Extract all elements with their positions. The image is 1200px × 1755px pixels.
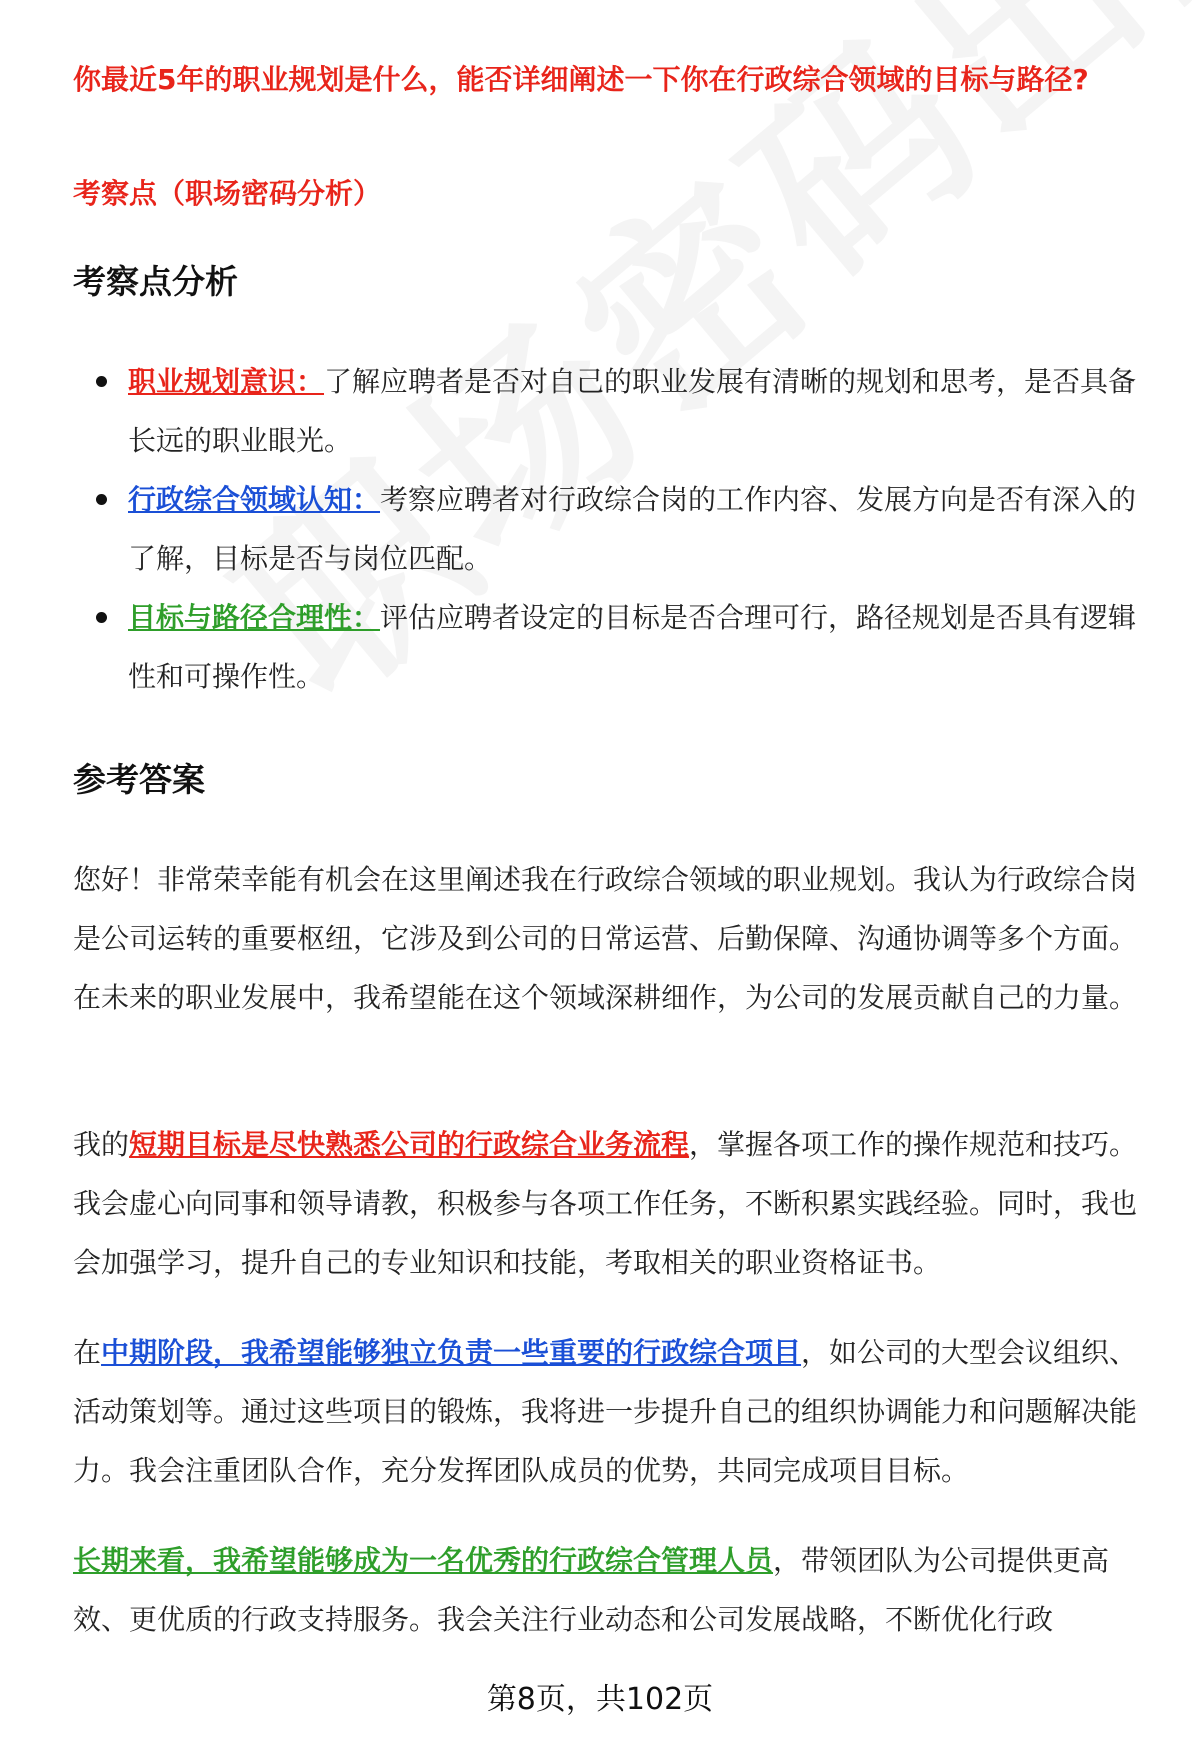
analysis-keyword: 职业规划意识： <box>128 365 325 398</box>
analysis-keyword: 目标与路径合理性： <box>128 601 381 634</box>
bullet-icon <box>96 494 107 505</box>
answer-paragraph-mid-term <box>73 1323 1148 1500</box>
analysis-text: 了解应聘者是否对自己的职业发展有清晰的规划和思考，是否具备长远的职业眼光。 <box>128 365 1137 457</box>
bullet-icon <box>96 612 107 623</box>
page-number-footer: 第8页，共102页 <box>486 1682 714 1717</box>
answer-heading: 参考答案 <box>73 760 205 799</box>
bullet-icon <box>96 376 107 387</box>
mid-term-goal-highlight: 中期阶段，我希望能够独立负责一些重要的行政综合项目 <box>101 1336 802 1369</box>
answer-paragraph-long-term <box>73 1531 1148 1649</box>
question-title: 你最近5年的职业规划是什么，能否详细阐述一下你在行政综合领域的目标与路径? <box>73 63 1089 96</box>
analysis-text: 评估应聘者设定的目标是否合理可行，路径规划是否具有逻辑性和可操作性。 <box>128 601 1137 693</box>
analysis-heading: 考察点分析 <box>73 262 238 301</box>
analysis-keyword: 行政综合领域认知： <box>128 483 381 516</box>
analysis-item <box>0 352 1143 470</box>
long-term-goal-highlight: 长期来看，我希望能够成为一名优秀的行政综合管理人员 <box>73 1544 774 1577</box>
paragraph-text: ，如公司的大型会议组织、活动策划等。通过这些项目的锻炼，我将进一步提升自己的组织协调能力和问题解决能力。我会注重团队合作，充分发挥团队成员的优势，共同完成项目目标。 <box>73 1336 1138 1487</box>
analysis-text: 考察应聘者对行政综合岗的工作内容、发展方向是否有深入的了解，目标是否与岗位匹配。 <box>128 483 1137 575</box>
short-term-goal-highlight: 短期目标是尽快熟悉公司的行政综合业务流程 <box>129 1128 690 1161</box>
paragraph-text: ，掌握各项工作的操作规范和技巧。我会虚心向同事和领导请教，积极参与各项工作任务，不断积累实践经验。同时，我也会加强学习，提升自己的专业知识和技能，考取相关的职业资格证书。 <box>73 1128 1138 1279</box>
analysis-list <box>0 352 1200 706</box>
exam-point-title: 考察点（职场密码分析） <box>73 177 382 210</box>
paragraph-text: 在 <box>73 1336 102 1369</box>
analysis-item <box>0 588 1143 706</box>
answer-paragraph-intro: 您好！非常荣幸能有机会在这里阐述我在行政综合领域的职业规划。我认为行政综合岗是公司运转的重要枢纽，它涉及到公司的日常运营、后勤保障、沟通协调等多个方面。在未来的职业发展中，我希望能在这个领域深耕细作，为公司的发展贡献自己的力量。 <box>73 863 1138 1014</box>
paragraph-text: ，带领团队为公司提供更高效、更优质的行政支持服务。我会关注行业动态和公司发展战略，不断优化行政 <box>73 1544 1110 1636</box>
paragraph-text: 我的 <box>73 1128 130 1161</box>
answer-paragraph-short-term <box>73 1115 1148 1292</box>
analysis-item <box>0 470 1143 588</box>
